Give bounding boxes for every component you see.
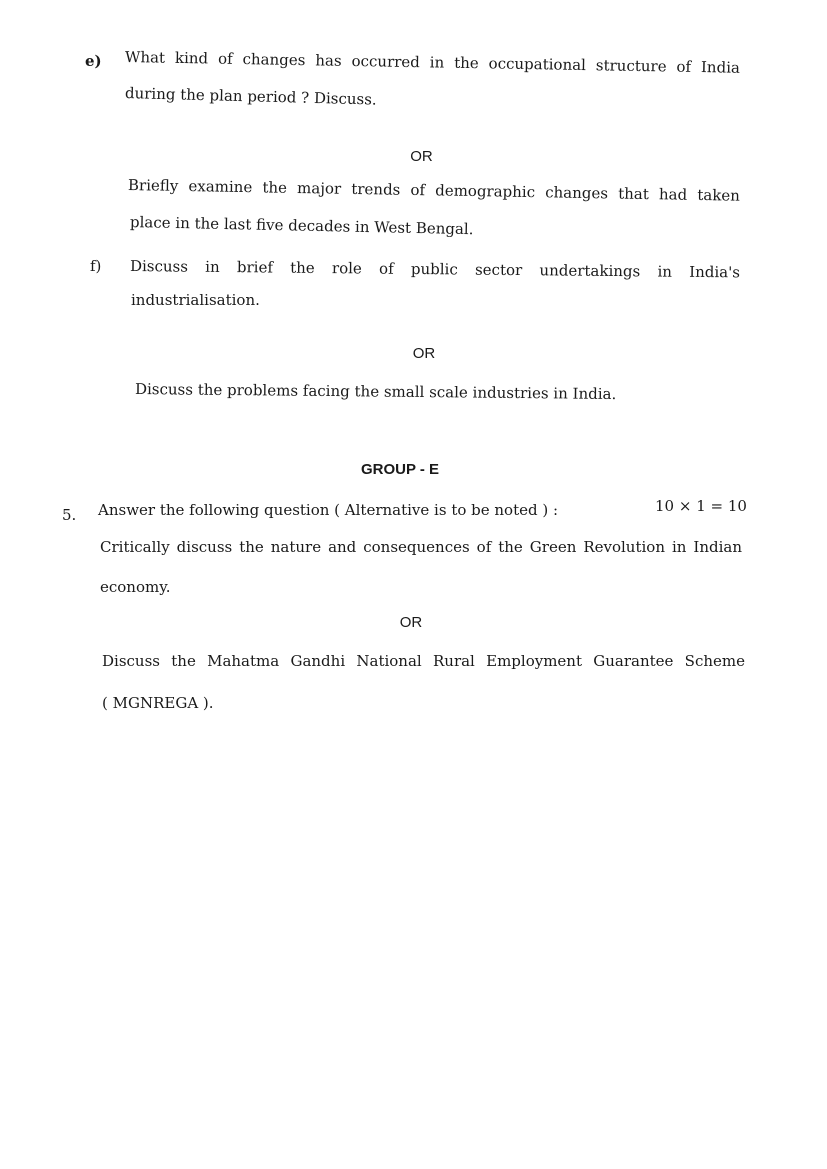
alternative-text: Discuss the problems facing the small scale industries in India. [134, 380, 617, 404]
question-text: Discuss in brief the role of public sector undertakings in India's [129, 257, 741, 282]
question-number: 5. [62, 506, 77, 524]
question-text: during the plan period ? Discuss. [124, 84, 377, 109]
question-text: economy. [100, 578, 171, 596]
alternative-text: ( MGNREGA ). [102, 694, 214, 712]
alternative-text: Discuss the Mahatma Gandhi National Rural Employment Guarantee Scheme [102, 652, 745, 670]
question-text: What kind of changes has occurred in the occupational structure of India [124, 48, 741, 77]
or-separator: OR [410, 148, 433, 165]
marks: 10 × 1 = 10 [655, 497, 747, 515]
question-label: e) [85, 52, 102, 70]
question-label: f) [90, 257, 102, 275]
or-separator: OR [399, 614, 423, 631]
or-separator: OR [412, 345, 436, 362]
alternative-text: Briefly examine the major trends of demographic changes that had taken [127, 176, 741, 205]
instruction-text: Answer the following question ( Alternative is to be noted ) : [98, 501, 559, 519]
question-text: industrialisation. [131, 291, 260, 309]
group-title: GROUP - E [360, 461, 440, 478]
alternative-text: place in the last five decades in West Bengal. [129, 213, 474, 239]
question-text: Critically discuss the nature and consequences of the Green Revolution in Indian [100, 538, 742, 556]
